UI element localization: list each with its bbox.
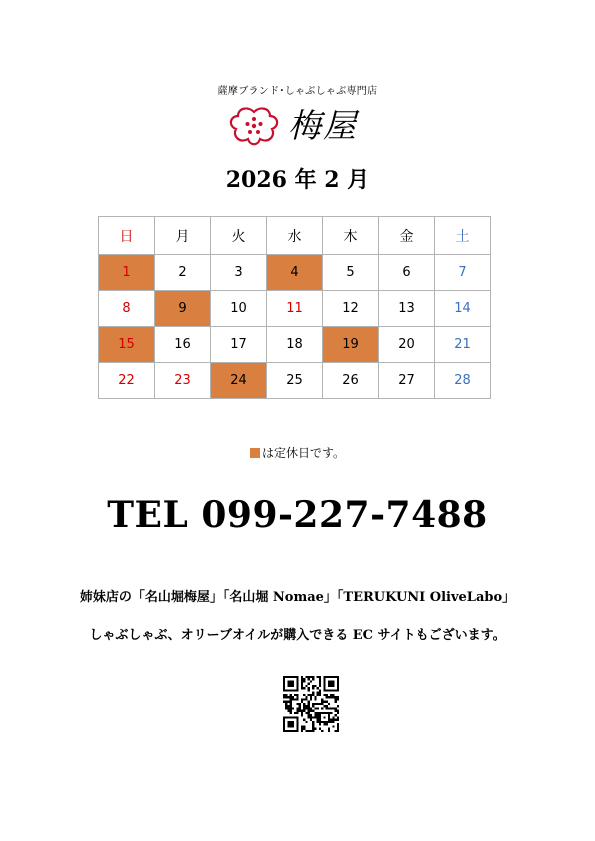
- day-cell: 27: [379, 363, 435, 399]
- closed-day-swatch: [250, 448, 260, 458]
- week-row: [99, 363, 491, 399]
- sister-stores-text: 姉妹店の「名山堀梅屋」「名山堀 Nomae」「TERUKUNI OliveLabo」: [79, 590, 516, 605]
- day-cell: 12: [323, 291, 379, 327]
- day-cell: 20: [379, 327, 435, 363]
- day-cell: 5: [323, 255, 379, 291]
- day-cell: 17: [211, 327, 267, 363]
- weekday-sat: 土: [435, 217, 491, 255]
- weekday-sun: 日: [99, 217, 155, 255]
- day-cell: 16: [155, 327, 211, 363]
- calendar-grid: [98, 216, 491, 399]
- day-cell-closed: 19: [323, 327, 379, 363]
- closed-day-legend: [0, 444, 595, 461]
- day-cell: 6: [379, 255, 435, 291]
- day-cell: 7: [435, 255, 491, 291]
- weekday-fri: 金: [379, 217, 435, 255]
- legend-text: は定休日です。: [261, 446, 346, 460]
- weekday-wed: 水: [267, 217, 323, 255]
- day-cell: 28: [435, 363, 491, 399]
- week-row: [99, 291, 491, 327]
- day-cell: 25: [267, 363, 323, 399]
- day-cell: 3: [211, 255, 267, 291]
- ec-site-text: しゃぶしゃぶ、オリーブオイルが購入できる EC サイトもございます。: [89, 628, 506, 643]
- day-cell: 22: [99, 363, 155, 399]
- plum-blossom-icon: [226, 106, 282, 146]
- weekday-thu: 木: [323, 217, 379, 255]
- day-cell: 8: [99, 291, 155, 327]
- day-cell-closed: 9: [155, 291, 211, 327]
- day-cell: 18: [267, 327, 323, 363]
- day-cell: 21: [435, 327, 491, 363]
- day-cell-closed: 1: [99, 255, 155, 291]
- weekday-header-row: [99, 217, 491, 255]
- weekday-mon: 月: [155, 217, 211, 255]
- day-cell: 10: [211, 291, 267, 327]
- shop-tagline: 薩摩ブランド･しゃぶしゃぶ専門店: [217, 86, 378, 97]
- brand-name: 梅屋: [288, 106, 358, 145]
- day-cell: 2: [155, 255, 211, 291]
- week-row: [99, 255, 491, 291]
- day-cell: 23: [155, 363, 211, 399]
- phone-number: TEL 099-227-7488: [107, 494, 488, 536]
- day-cell-closed: 15: [99, 327, 155, 363]
- calendar-title: 2026 年 2 月: [225, 167, 370, 193]
- day-cell: 13: [379, 291, 435, 327]
- day-cell-closed: 4: [267, 255, 323, 291]
- day-cell: 11: [267, 291, 323, 327]
- qr-code-icon[interactable]: [283, 676, 339, 732]
- shop-logo: [226, 104, 371, 148]
- week-row: [99, 327, 491, 363]
- weekday-tue: 火: [211, 217, 267, 255]
- day-cell: 26: [323, 363, 379, 399]
- day-cell: 14: [435, 291, 491, 327]
- day-cell-closed: 24: [211, 363, 267, 399]
